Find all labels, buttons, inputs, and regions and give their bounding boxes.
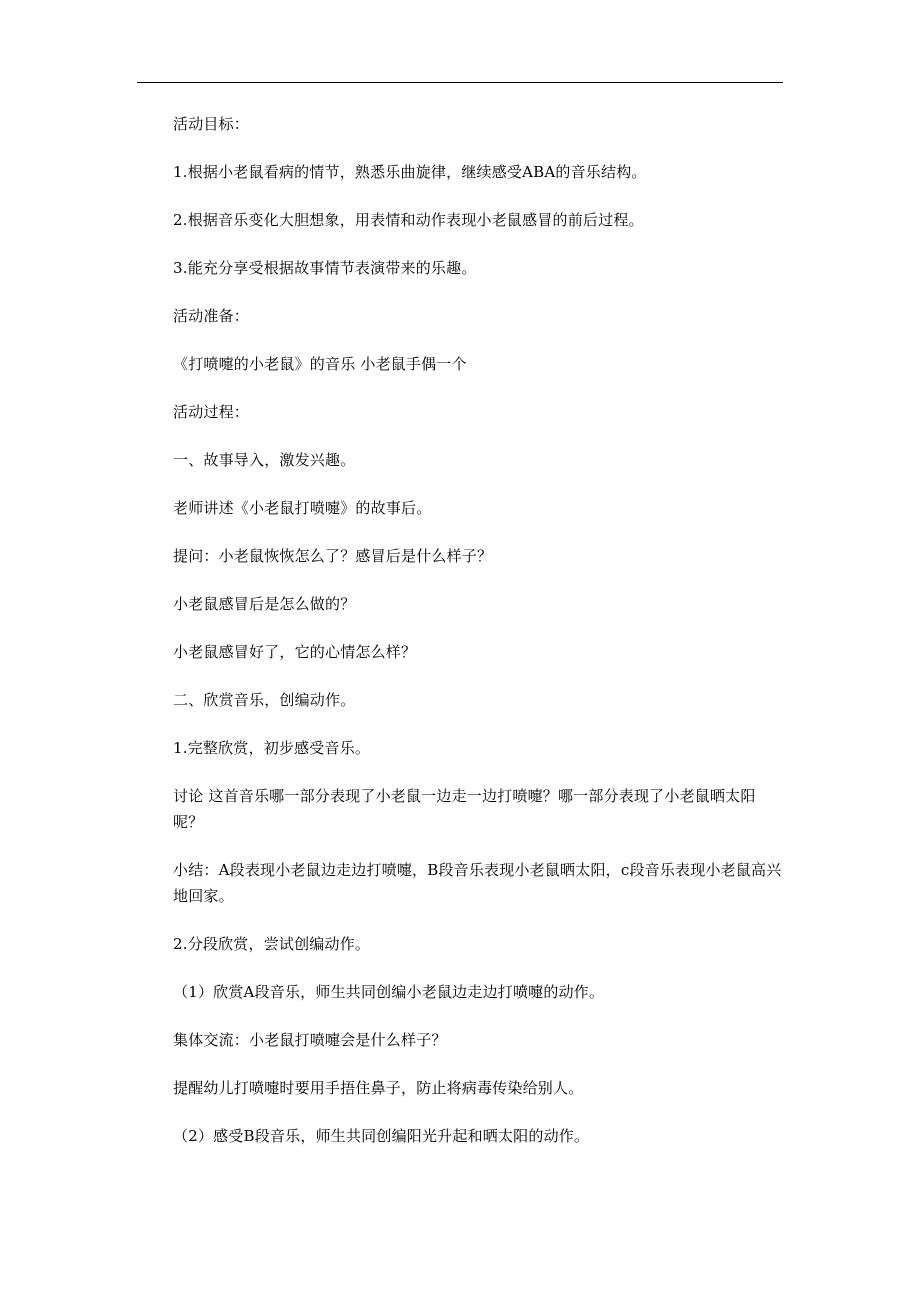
process-substep-1: 1.完整欣赏，初步感受音乐。 xyxy=(173,739,371,757)
goal-item-2: 2.根据音乐变化大胆想象，用表情和动作表现小老鼠感冒的前后过程。 xyxy=(173,211,644,229)
process-question: 小老鼠感冒好了，它的心情怎么样？ xyxy=(173,643,417,661)
group-discussion: 集体交流：小老鼠打喷嚏会是什么样子？ xyxy=(173,1031,447,1049)
process-question: 提问：小老鼠恢恢怎么了？感冒后是什么样子？ xyxy=(173,547,493,565)
process-question: 小老鼠感冒后是怎么做的？ xyxy=(173,595,356,613)
section-heading-preparation: 活动准备： xyxy=(173,307,250,325)
process-paragraph: 老师讲述《小老鼠打喷嚏》的故事后。 xyxy=(173,499,432,517)
process-step-1-heading: 一、故事导入，激发兴趣。 xyxy=(173,451,356,469)
header-rule xyxy=(137,82,783,83)
preparation-materials: 《打喷嚏的小老鼠》的音乐 小老鼠手偶一个 xyxy=(173,355,467,373)
section-heading-goals: 活动目标： xyxy=(173,115,250,133)
goal-item-1: 1.根据小老鼠看病的情节，熟悉乐曲旋律，继续感受ABA的音乐结构。 xyxy=(173,163,647,181)
process-substep-2: 2.分段欣赏，尝试创编动作。 xyxy=(173,935,371,953)
process-step-2-heading: 二、欣赏音乐，创编动作。 xyxy=(173,691,356,709)
discussion-paragraph: 讨论 这首音乐哪一部分表现了小老鼠一边走一边打喷嚏？哪一部分表现了小老鼠晒太阳呢？ xyxy=(173,787,756,831)
document-body xyxy=(137,111,783,1149)
reminder-paragraph: 提醒幼儿打喷嚏时要用手捂住鼻子，防止将病毒传染给别人。 xyxy=(173,1079,584,1097)
activity-item-b: （2）感受B段音乐，师生共同创编阳光升起和晒太阳的动作。 xyxy=(173,1127,590,1145)
section-heading-process: 活动过程： xyxy=(173,403,250,421)
goal-item-3: 3.能充分享受根据故事情节表演带来的乐趣。 xyxy=(173,259,477,277)
summary-paragraph: 小结：A段表现小老鼠边走边打喷嚏，B段音乐表现小老鼠晒太阳，c段音乐表现小老鼠高兴地回家。 xyxy=(173,861,782,905)
activity-item-a: （1）欣赏A段音乐，师生共同创编小老鼠边走边打喷嚏的动作。 xyxy=(173,983,605,1001)
